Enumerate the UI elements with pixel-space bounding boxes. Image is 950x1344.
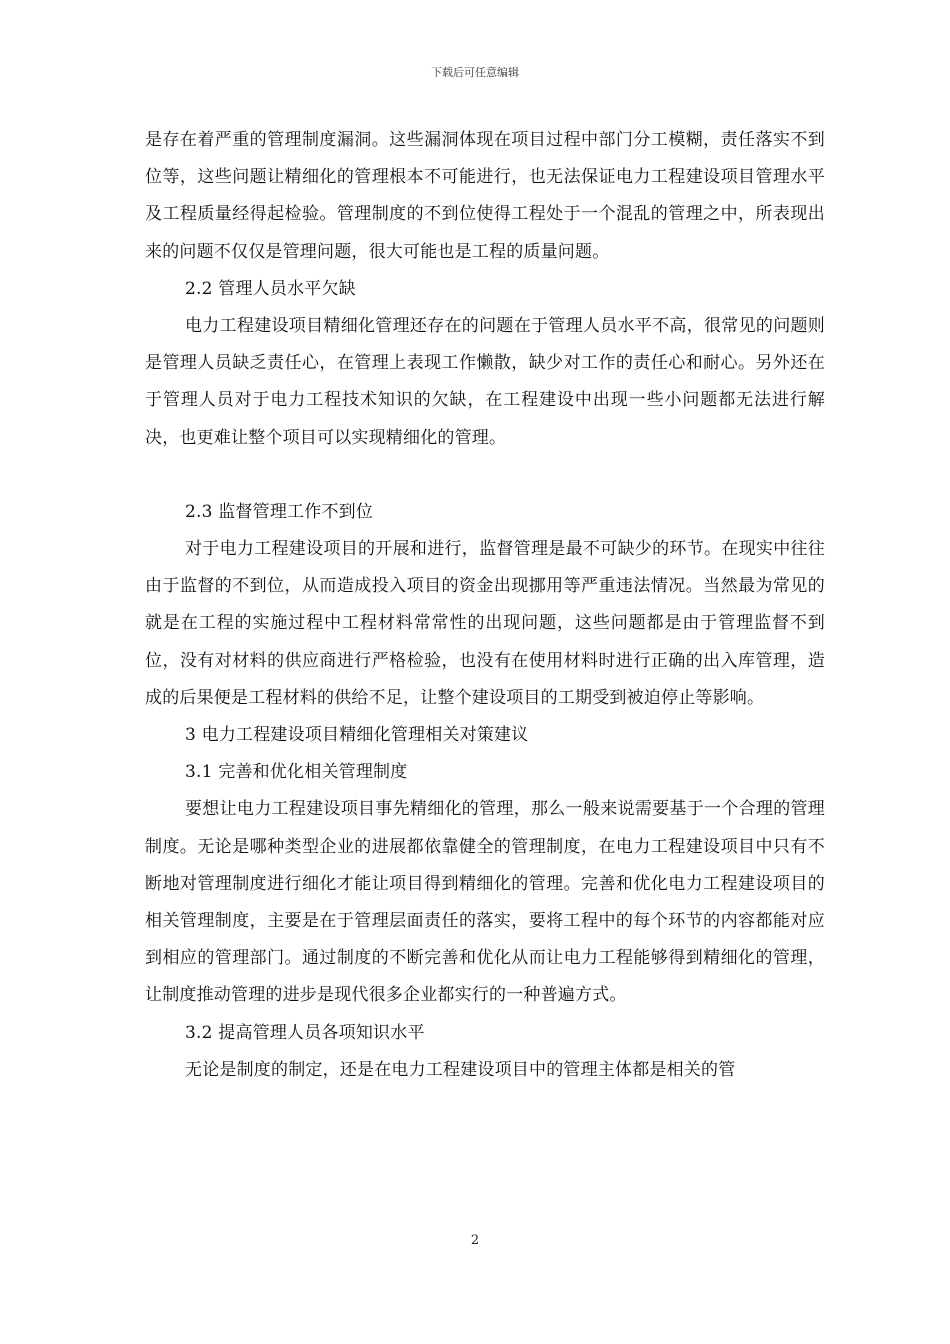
paragraph-1: 是存在着严重的管理制度漏洞。这些漏洞体现在项目过程中部门分工模糊，责任落实不到位等，这些问题让精细化的管理根本不可能进行，也无法保证电力工程建设项目管理水平及工程质量经得起检验。管理制度的不到位使得工程处于一个混乱的管理之中，所表现出来的问题不仅仅是管理问题，很大可能也是工程的质量问题。 bbox=[145, 130, 825, 262]
paragraph-4: 要想让电力工程建设项目事先精细化的管理，那么一般来说需要基于一个合理的管理制度。无论是哪种类型企业的进展都依靠健全的管理制度，在电力工程建设项目中只有不断地对管理制度进行细化才能让项目得到精细化的管理。完善和优化电力工程建设项目的相关管理制度，主要是在于管理层面责任的落实，要将工程中的每个环节的内容都能对应到相应的管理部门。通过制度的不断完善和优化从而让电力工程能够得到精细化的管理，让制度推动管理的进步是现代很多企业都实行的一种普遍方式。 bbox=[145, 799, 825, 1006]
blank-line bbox=[145, 457, 825, 494]
paragraph-2: 电力工程建设项目精细化管理还存在的问题在于管理人员水平不高，很常见的问题则是管理人员缺乏责任心，在管理上表现工作懒散，缺少对工作的责任心和耐心。另外还在于管理人员对于电力工程技术知识的欠缺，在工程建设中出现一些小问题都无法进行解决，也更难让整个项目可以实现精细化的管理。 bbox=[145, 316, 825, 448]
page-header: 下载后可任意编辑 bbox=[431, 66, 519, 79]
paragraph-5: 无论是制度的制定，还是在电力工程建设项目中的管理主体都是相关的管 bbox=[185, 1059, 736, 1080]
heading-2-2: 2.2 管理人员水平欠缺 bbox=[185, 278, 356, 299]
heading-3-2: 3.2 提高管理人员各项知识水平 bbox=[185, 1022, 425, 1043]
paragraph-3: 对于电力工程建设项目的开展和进行，监督管理是最不可缺少的环节。在现实中往往由于监督的不到位，从而造成投入项目的资金出现挪用等严重违法情况。当然最为常见的就是在工程的实施过程中工程材料常常性的出现问题，这些问题都是由于管理监督不到位，没有对材料的供应商进行严格检验，也没有在使用材料时进行正确的出入库管理，造成的后果便是工程材料的供给不足，让整个建设项目的工期受到被迫停止等影响。 bbox=[145, 539, 825, 708]
heading-3: 3 电力工程建设项目精细化管理相关对策建议 bbox=[185, 725, 529, 746]
document-body bbox=[145, 122, 825, 1089]
heading-2-3: 2.3 监督管理工作不到位 bbox=[185, 501, 374, 522]
heading-3-1: 3.1 完善和优化相关管理制度 bbox=[185, 762, 408, 783]
page-number: 2 bbox=[470, 1233, 480, 1248]
